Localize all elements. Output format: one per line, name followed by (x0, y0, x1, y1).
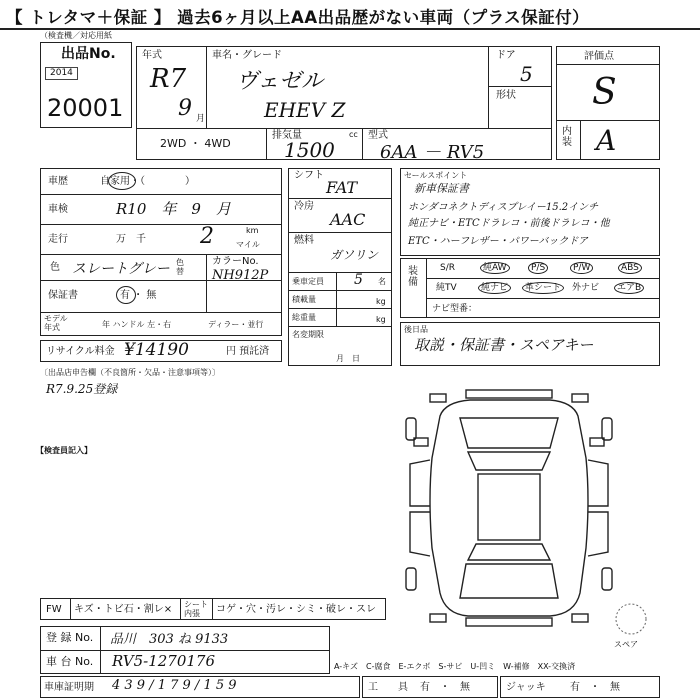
dealer-label: ディラー・並行 (208, 320, 264, 329)
capacity-value: 5 (354, 272, 363, 288)
tool-label: 工 具 (368, 682, 408, 693)
car-diagram (400, 388, 618, 628)
inspection-label: 車検 (48, 204, 68, 215)
color-value: スレートグレー (72, 261, 170, 277)
inspection-value: R10 年 9 月 (116, 200, 231, 218)
score-value: S (592, 72, 617, 113)
recycle-value: ¥14190 (124, 340, 189, 360)
shape-label: 形状 (496, 90, 516, 101)
header-banner (0, 0, 700, 30)
sales-line-4: ETC・ハーフレザー・パワーバックドア (408, 236, 588, 247)
warranty-yes-circle (116, 286, 136, 304)
sales-line-3: 純正ナビ・ETCドラレコ・前後ドラレコ・他 (408, 218, 610, 229)
seat-label: シート内張 (184, 600, 208, 618)
after-label: 後日品 (404, 325, 428, 334)
mileage-value: 2 (200, 224, 214, 249)
shift-label: シフト (294, 170, 324, 181)
name-value: ヴェゼル (236, 69, 324, 94)
door-label: ドア (496, 50, 516, 61)
jack-options: 有 ・ 無 (570, 682, 620, 693)
change-unit: 月 日 (336, 354, 360, 363)
after-value: 取説・保証書・スペアキー (414, 336, 594, 354)
warranty-label: 保証書 (48, 290, 78, 301)
sales-points-label: セールスポイント (404, 171, 468, 180)
equipment-label: 装備 (408, 266, 418, 288)
model-value: 6AA － RV5 (380, 142, 485, 163)
month-unit: 月 (196, 114, 206, 124)
inspector-label: 【検査員記入】 (36, 446, 92, 455)
banner-text: 【 トレタマ＋保証 】 過去6ヶ月以上AA出品歴がない車両（プラス保証付） (6, 8, 590, 27)
grade-value: EHEV Z (264, 98, 346, 122)
month-value: 9 (178, 96, 192, 121)
name-label: 車名・グレード (212, 50, 282, 61)
cc-unit: cc (349, 130, 358, 139)
spare-tire-icon (614, 602, 648, 636)
tool-options: 有 ・ 無 (420, 682, 470, 693)
score-label: 評価点 (584, 51, 614, 62)
fw-label: FW (46, 604, 62, 615)
equip-ext-navi: 外ナビ (572, 283, 600, 293)
model-year-label: モデル年式 (44, 314, 68, 332)
reg-value: 品川 303 ね 9133 (110, 632, 229, 647)
load-unit: kg (376, 297, 386, 306)
gross-label: 総重量 (292, 313, 316, 322)
equip-abs: ABS (618, 262, 642, 274)
shop-notes-label: 〔出品店申告欄（不良箇所・欠品・注意事項等）〕 (40, 368, 220, 377)
lot-number: 20001 (47, 94, 124, 122)
change-label: 名変期限 (292, 330, 324, 339)
recycle-label: リサイクル料金 (46, 346, 115, 357)
mileage-label: 走行 (48, 234, 68, 245)
private-use-circle (108, 172, 136, 190)
door-value: 5 (520, 62, 533, 86)
shift-value: FAT (326, 178, 358, 197)
damage-codes: A-キズ C-腐食 E-エクボ S-サビ U-凹ミ W-補修 XX-交換済 (334, 662, 576, 671)
damage-text: キズ・トビ石・割レ× (74, 604, 173, 615)
sub-note: （検査機／対応用紙 (40, 31, 112, 40)
equip-alloy-wheels: 純AW (480, 262, 510, 274)
equip-navi: 純ナビ (478, 282, 511, 294)
chassis-label: 車 台 No. (46, 655, 94, 668)
drive-options: 2WD ・ 4WD (160, 137, 231, 150)
sales-line-2: ホンダコネクトディスプレイー15.2インチ (408, 202, 599, 213)
reg-label: 登 録 No. (46, 631, 94, 644)
recycle-unit: 円 預託済 (226, 346, 270, 357)
lot-box (40, 42, 132, 128)
mileage-unit-km: km (246, 226, 259, 235)
seat-text: コゲ・穴・汚レ・シミ・破レ・スレ (216, 604, 376, 615)
equip-airbag: エアB (614, 282, 644, 294)
ac-label: 冷房 (294, 201, 314, 212)
history-label: 車歴 (48, 176, 68, 187)
equip-sunroof: S/R (440, 263, 455, 273)
chassis-value: RV5-1270176 (112, 652, 216, 670)
cert-value: 4 3 9 / 1 7 9 / 1 5 9 (112, 678, 237, 693)
navi-type-label: ナビ型番： (432, 304, 478, 314)
sales-line-1: 新車保証書 (414, 182, 469, 195)
interior-value: A (596, 124, 617, 157)
fuel-value: ガソリン (330, 248, 379, 262)
jack-label: ジャッキ (506, 682, 546, 693)
color-no-value: NH912P (212, 268, 269, 283)
color-change: 色替 (176, 258, 184, 276)
gross-unit: kg (376, 315, 386, 324)
handle-label: 年 ハンドル 左・右 (102, 320, 172, 329)
fuel-label: 燃料 (294, 235, 314, 246)
model-label: 型式 (368, 130, 388, 141)
shop-notes-value: R7.9.25登録 (46, 382, 118, 396)
year-label: 年式 (142, 50, 162, 61)
lot-label: 出品No. (61, 46, 116, 62)
history-options: 自家用・（ ） (100, 176, 195, 187)
color-label: 色 (50, 262, 60, 273)
capacity-unit: 名 (378, 277, 386, 286)
load-label: 積載量 (292, 295, 316, 304)
year-value: R7 (150, 64, 187, 94)
interior-label: 内装 (562, 126, 572, 148)
cert-label: 車庫証明期 (44, 682, 94, 693)
capacity-label: 乗車定員 (292, 277, 324, 286)
mileage-unit-mile: マイル (236, 240, 260, 249)
ac-value: AAC (330, 210, 366, 229)
mileage-units: 万 千 (116, 234, 146, 245)
lot-year: 2014 (45, 67, 78, 80)
displacement-label: 排気量 (272, 130, 302, 141)
equip-power-steering: P/S (528, 262, 548, 274)
color-no-label: カラーNo. (212, 256, 259, 267)
equip-leather: 革シート (522, 282, 564, 294)
displacement-value: 1500 (284, 138, 335, 162)
spare-label: スペア (614, 640, 638, 649)
equip-tv: 純TV (436, 283, 457, 293)
warranty-options: 有 ・ 無 (120, 290, 157, 301)
equip-power-windows: P/W (570, 262, 593, 274)
